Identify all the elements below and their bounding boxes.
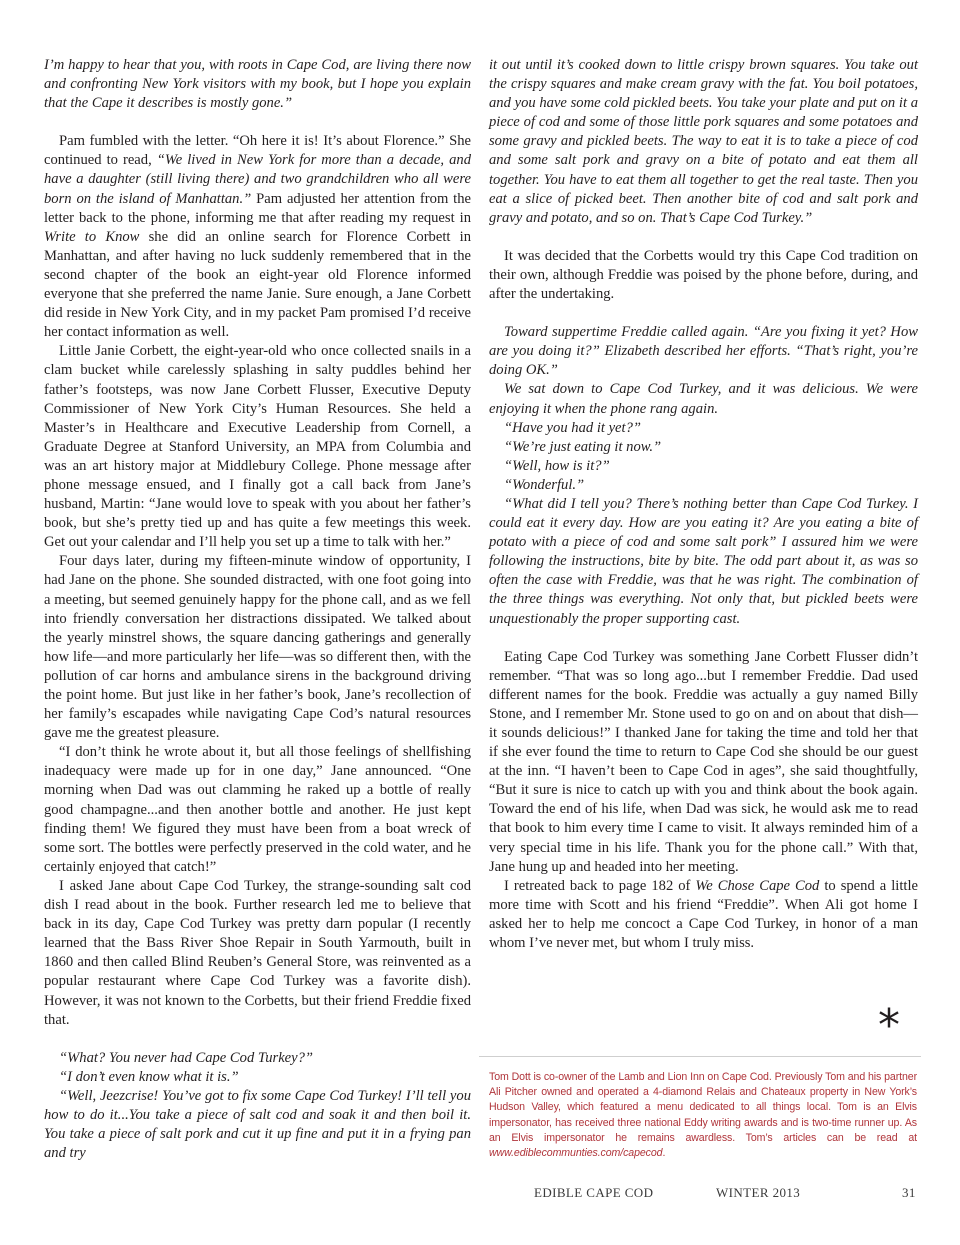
footer-magazine-name: EDIBLE CAPE COD: [534, 1185, 654, 1200]
dialogue-line: “What did I tell you? There’s nothing better than Cape Cod Turkey. I could eat it every day. How are you eating it? Are you eating a bite of potato with a piece of cod and some salt pork” I assured him we were following the instructions, bite by bite. The odd part about it, as was so often the case with Freddie, was that he was right. The combination of the three things was everything. Not only that, but pickled beets were unquestionably the proper supporting cast.: [489, 495, 918, 627]
paragraph: I asked Jane about Cape Cod Turkey, the strange-sounding salt cod dish I read about in the book. Further research led me to believe that back in its day, Cape Cod Turkey was pretty darn popular (I recently learned that the Bass River Shoe Repair in South Yarmouth, built in 1860 and then called Blind Reuben’s General Store, was reinvented as a popular restaurant where Cape Cod Turkey was a favorite dish). However, it was not known to the Corbetts, but their friend Freddie fixed that.: [44, 877, 471, 1028]
paragraph: [489, 877, 918, 953]
book-title: We Chose Cape Cod: [695, 877, 820, 894]
dialogue-line: “Well, how is it?”: [504, 457, 610, 474]
paragraph: it out until it’s cooked down to little crispy brown squares. You take out the crispy squares and make cream gravy with the fat. You boil potatoes, and you have some cold pickled beets. You take your plate and put on it a piece of cod and some of those little pork squares and some potatoes and some gravy and pickled beets. The way to eat it is to take a piece of cod and some salt pork and gravy on a bite of potato and eat them all together. You have to eat them all together to get the real taste. Then you eat a slice of picked beet. Then another bite of cod and salt pork and gravy and potato, and so on. That’s Cape Cod Turkey.”: [489, 57, 918, 226]
dialogue-line: “Wonderful.”: [504, 476, 585, 493]
right-column: [489, 56, 918, 953]
dialogue-line: “What? You never had Cape Cod Turkey?”: [59, 1049, 314, 1066]
bio-end: .: [662, 1147, 666, 1160]
dialogue-line: “We’re just eating it now.”: [504, 438, 662, 455]
paragraph-gap: [44, 113, 471, 132]
dialogue-line: “Well, Jeezcrise! You’ve got to fix some Cape Cod Turkey! I’ll tell you how to do it...You take a piece of salt cod and soak it and then boil it. You take a piece of salt pork and cut it up fine and put it in a frying pan and try: [44, 1087, 471, 1162]
footer-issue: WINTER 2013: [716, 1185, 801, 1200]
quoted-letter: “We lived in New York for more than a decade, and have a daughter (still living there) and two grandchildren who all were born on the island of Manhattan.”: [44, 152, 471, 207]
text-run: Pam fumbled with the letter. “Oh here it is! It’s about Florence.” She continued to read,: [44, 133, 471, 169]
paragraph-gap: [44, 1030, 471, 1049]
dialogue-line: “Have you had it yet?”: [504, 419, 641, 436]
end-mark-asterisk-icon: *: [878, 1000, 900, 1051]
book-title: Write to Know: [44, 228, 140, 245]
bio-link[interactable]: www.ediblecommunties.com/capecod: [489, 1147, 663, 1160]
paragraph: Four days later, during my fifteen-minute window of opportunity, I had Jane on the phone. She sounded distracted, with one foot going into a meeting, but seemed genuinely happy for the phone call, and as we fell into friendly conversation her distractions dissipated. We talked about the yearly minstrel shows, the square dancing gatherings and generally how life—and more particularly her life—was so different then, with the pollution of car horns and ambulance sirens in the background driving the point home. But just like in her father’s book, Jane’s recollection of her family’s escapades while navigating Cape Cod’s natural resources gave me the greatest pleasure.: [44, 553, 471, 742]
paragraph: Eating Cape Cod Turkey was something Jane Corbett Flusser didn’t remember. “That was so long ago...but I remember Freddie. Dad used different names for the book. Freddie was actually a guy named Billy Stone, and I remember Mr. Stone used to go on and on about that dish—it sounds delicious!” I thanked Jane for taking the time and told her that if she ever found the time to return to Cape Cod she should be our guest at the inn. “I haven’t been to Cape Cod in ages”, she said thoughtfully, “But it sure is nice to catch up with you and think about the book again. Toward the end of his life, when Dad was sick, he would ask me to read that book to him every time I came to visit. It always reminded him of a very special time in his life. Thank you for the phone call.” With that, Jane hung up and headed into her meeting.: [489, 648, 918, 875]
paragraph: “I don’t think he wrote about it, but all those feelings of shellfishing inadequacy were made up for in one day,” Jane announced. “One morning when Dad was out clamming he raked up a bottle of really good champagne...and then another bottle and another. He just kept finding them! We figured they must have been from a boat wreck of some sort. The bottles were perfectly preserved in the cold water, and he certainly enjoyed that catch!”: [44, 744, 471, 875]
paragraph-gap: [489, 304, 918, 323]
dialogue-line: “I don’t even know what it is.”: [59, 1068, 239, 1085]
left-column: [44, 56, 471, 1163]
paragraph: It was decided that the Corbetts would try this Cape Cod tradition on their own, although Freddie was poised by the phone before, during, and after the undertaking.: [489, 247, 918, 303]
bio-divider: [479, 1056, 921, 1057]
paragraph: I’m happy to hear that you, with roots in Cape Cod, are living there now and confronting New York visitors with my book, but I hope you explain that the Cape it describes is mostly gone.”: [44, 57, 471, 112]
paragraph: [44, 132, 471, 342]
author-bio: [489, 1070, 917, 1161]
dialogue-line: We sat down to Cape Cod Turkey, and it was delicious. We were enjoying it when the phone rang again.: [489, 381, 918, 417]
text-run: she did an online search for Florence Corbett in Manhattan, and after having no luck suddenly remembered that in the second chapter of the book an eight-year old Florence informed everyone that she preferred the name Janie. Sure enough, a Jane Corbett did reside in New York City, and in my packet Pam promised I’d receive her contact information as well.: [44, 228, 471, 341]
bio-text: Tom Dott is co-owner of the Lamb and Lion Inn on Cape Cod. Previously Tom and his partner Ali Pitcher owned and operated a 4-diamond Relais and Chateaux property in New York’s Hudson Valley, which featured a menu dedicated to all things local. Tom is an Elvis impersonator, has received three national Eddy writing awards and is two-time runner up. As an Elvis impersonator he remains awardless. Tom’s articles can be read at: [489, 1071, 917, 1144]
text-run: I retreated back to page 182 of: [504, 877, 696, 894]
paragraph-gap: [489, 629, 918, 648]
text-run: to spend a little more time with Scott and his friend “Freddie”. When Ali got home I asked her to help me concoct a Cape Cod Turkey, in honor of a man whom I’ve never met, but whom I truly miss.: [489, 877, 918, 952]
text-run: Pam adjusted her attention from the letter back to the phone, informing me that after reading my request in: [44, 190, 472, 226]
footer-page-number: 31: [902, 1185, 916, 1200]
paragraph-gap: [489, 228, 918, 247]
paragraph: Little Janie Corbett, the eight-year-old who once collected snails in a clam bucket while carelessly splashing in salty puddles behind her father’s footsteps, was now Jane Corbett Flusser, Executive Deputy Commissioner of New York City’s Human Resources. She held a Master’s in Healthcare and Executive Leadership from Cornell, a Graduate Degree at Stanford University, an MPA from Columbia and was an art history major at Middlebury College. Phone message after phone message ensued, and I finally got a call back from Jane’s husband, Martin: “Jane would love to speak with you about her father’s book, but she’s pretty tied up and has quite a few meetings this week. Get out your calendar and I’ll help you set up a time to talk with her.”: [44, 343, 471, 551]
dialogue-line: Toward suppertime Freddie called again. “Are you fixing it yet? How are you doing it?” Elizabeth described her efforts. “That’s right, you’re doing OK.”: [489, 324, 918, 379]
